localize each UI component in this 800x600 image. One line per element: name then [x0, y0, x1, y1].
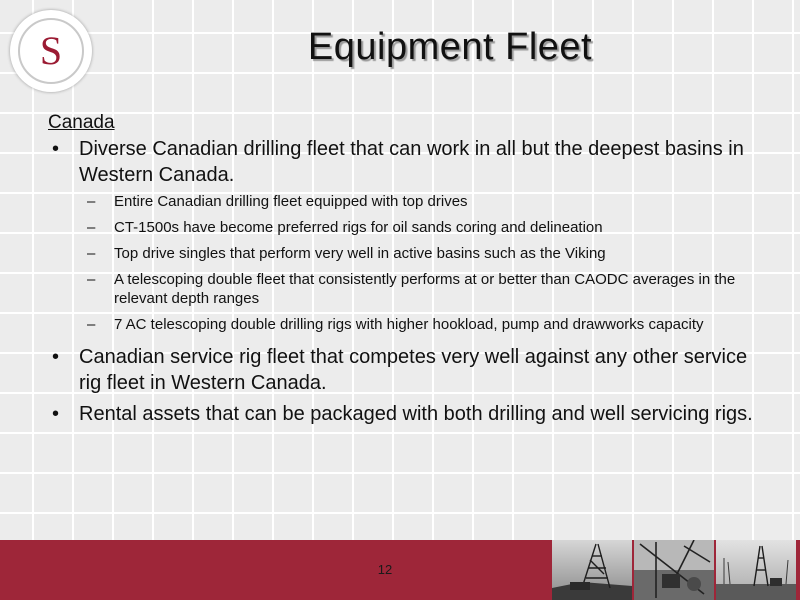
section-heading: Canada: [48, 112, 115, 133]
bullet-text: Diverse Canadian drilling fleet that can work in all but the deepest basins in Western Canada.: [79, 138, 744, 186]
dash-marker: –: [87, 219, 96, 236]
sub-bullet-text: CT-1500s have become preferred rigs for oil sands coring and delineation: [114, 219, 603, 236]
bullet-list: [48, 136, 758, 427]
sub-bullet-list: [79, 192, 758, 334]
sub-bullet-item: [79, 315, 758, 334]
footer-photo-strip: [552, 540, 800, 600]
bullet-marker: •: [52, 346, 60, 368]
dash-marker: –: [87, 193, 96, 210]
company-logo: [10, 10, 92, 92]
bullet-item: [48, 344, 758, 396]
sub-bullet-text: 7 AC telescoping double drilling rigs with higher hookload, pump and drawworks capacity: [114, 316, 704, 333]
bullet-item: [48, 401, 758, 427]
logo-ring: [18, 18, 84, 84]
rig-floor-equipment-photo: [634, 540, 714, 600]
sub-bullet-text: Entire Canadian drilling fleet equipped with top drives: [114, 193, 468, 210]
dash-marker: –: [87, 245, 96, 262]
bullet-item: [48, 136, 758, 334]
sub-bullet-text: A telescoping double fleet that consistently performs at or better than CAODC averages in the relevant depth ranges: [114, 271, 736, 307]
slide-title: Equipment Fleet: [307, 26, 593, 68]
drilling-rig-photo: [552, 540, 632, 600]
bullet-text: Rental assets that can be packaged with both drilling and well servicing rigs.: [79, 403, 753, 425]
sub-bullet-item: [79, 270, 758, 308]
dash-marker: –: [87, 316, 96, 333]
sub-bullet-item: [79, 244, 758, 263]
page-number: 12: [377, 562, 393, 577]
rig-tower-field-photo: [716, 540, 796, 600]
bullet-marker: •: [52, 403, 60, 425]
logo-letter: S: [39, 28, 63, 73]
sub-bullet-item: [79, 192, 758, 211]
bullet-marker: •: [52, 138, 60, 160]
dash-marker: –: [87, 271, 96, 288]
sub-bullet-text: Top drive singles that perform very well in active basins such as the Viking: [114, 245, 606, 262]
bullet-text: Canadian service rig fleet that competes very well against any other service rig fleet in Western Canada.: [79, 346, 748, 394]
slide-content: [48, 112, 758, 432]
footer-bar: [0, 540, 800, 600]
sub-bullet-item: [79, 218, 758, 237]
